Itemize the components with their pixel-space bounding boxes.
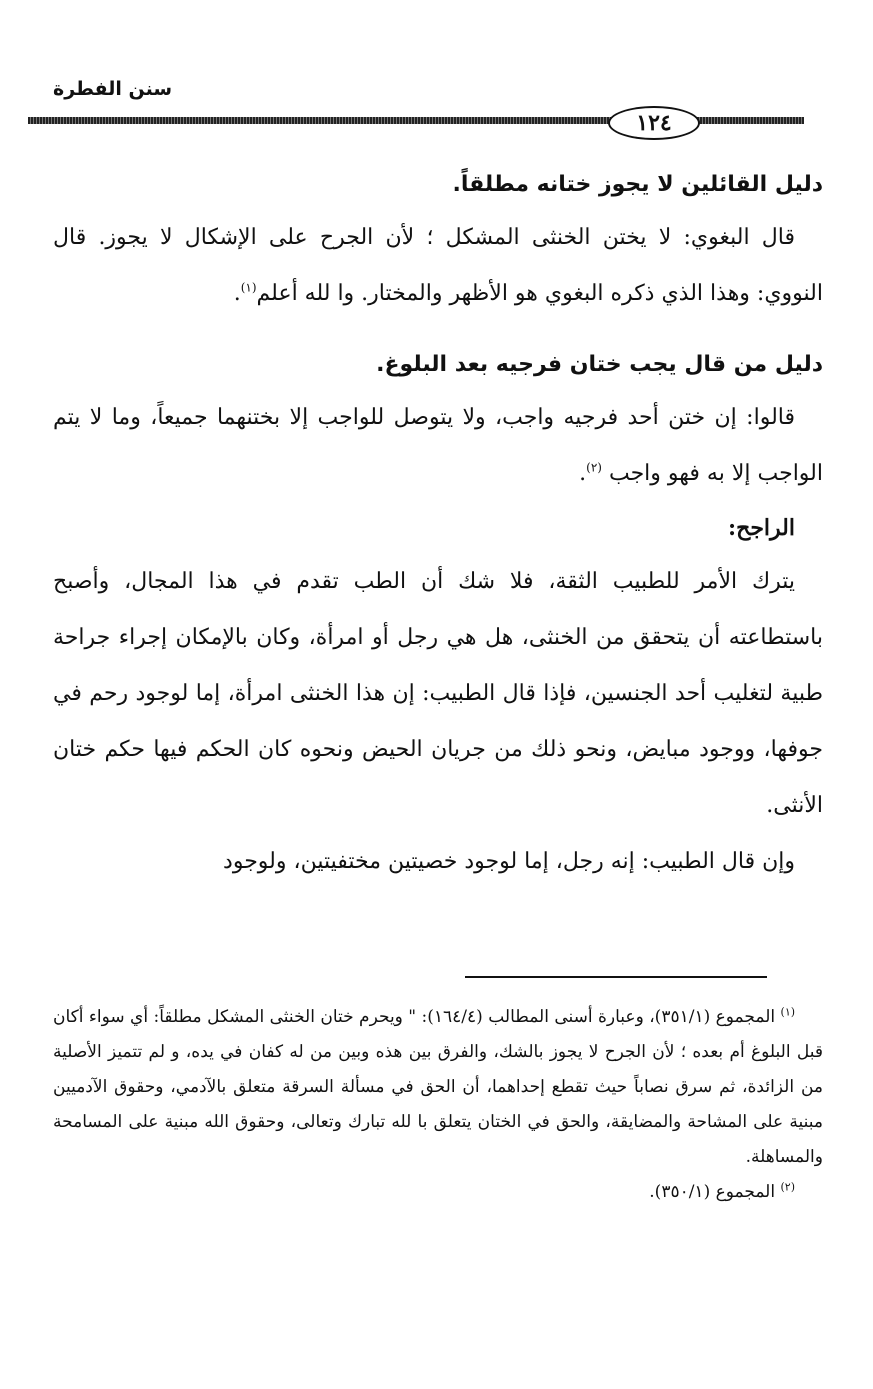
footnote-1-text: المجموع (٣٥١/١)، وعبارة أسنى المطالب (١٦٤/٤): " ويحرم ختان الخنثى المشكل مطلقاً: أي سواء أكان قبل البلوغ أم بعده ؛ لأن الجرح لا يجوز بالشك، والفرق بين هذه وبين من له كفان في يده، و لم تتميز الأصلية من الزائدة، ثم سرق نصاباً حيث تقطع إحداهما، أن الحق في مسألة السرقة متعلق بالآدمي، وحقوق الآدميين مبنية على المشاحة والمضايقة، والحق في الختان يتعلق با لله تبارك وتعالى، وحقوق الله مبنية على المسامحة والمساهلة.: [53, 1007, 823, 1167]
footnote-separator: [465, 976, 767, 978]
running-title: سنن الفطرة: [53, 78, 173, 100]
footnote-2-text: المجموع (٣٥٠/١).: [649, 1182, 776, 1202]
spacer: [53, 322, 823, 340]
paragraph-4: وإن قال الطبيب: إنه رجل، إما لوجود خصيتين مختفيتين، ولوجود: [223, 849, 795, 874]
footnote-ref-1[interactable]: (١): [240, 280, 257, 295]
paragraph-2-text: قالوا: إن ختن أحد فرجيه واجب، ولا يتوصل للواجب إلا بختنهما جميعاً، وما لا يتم الواجب إلا به فهو واجب: [53, 405, 823, 486]
footnotes: [53, 1000, 823, 1210]
page-content: [53, 160, 823, 890]
paragraph-2-end: .: [579, 461, 587, 486]
footnote-1-marker: (١): [780, 1005, 796, 1019]
footnote-1: [53, 1000, 823, 1175]
paragraph-1-end: .: [233, 281, 241, 306]
section-heading-2: دليل من قال يجب ختان فرجيه بعد البلوغ.: [376, 352, 823, 377]
paragraph-3: يترك الأمر للطبيب الثقة، فلا شك أن الطب تقدم في هذا المجال، وأصبح باستطاعته أن يتحقق من الخنثى، هل هي رجل أو امرأة، وكان بالإمكان إجراء جراحة طبية لتغليب أحد الجنسين، فإذا قال الطبيب: إن هذا الخنثى امرأة، إما لوجود رحم في جوفها، ووجود مبايض، ونحو ذلك من جريان الحيض ونحوه كان الحكم فيها حكم ختان الأنثى.: [53, 569, 823, 818]
preferred-opinion-heading: الراجح:: [728, 515, 795, 541]
section-heading-1: دليل القائلين لا يجوز ختانه مطلقاً.: [452, 172, 823, 197]
footnote-ref-2[interactable]: (٢): [586, 460, 602, 475]
page-number: ١٢٤: [608, 106, 700, 140]
paragraph-2: [53, 390, 823, 502]
footnote-2: [53, 1175, 823, 1210]
paragraph-1: [53, 210, 823, 322]
paragraph-1-text: قال البغوي: لا يختن الخنثى المشكل ؛ لأن الجرح على الإشكال لا يجوز. قال النووي: وهذا الذي ذكره البغوي هو الأظهر والمختار. وا لله أعلم: [53, 225, 823, 306]
footnote-2-marker: (٢): [780, 1180, 795, 1194]
